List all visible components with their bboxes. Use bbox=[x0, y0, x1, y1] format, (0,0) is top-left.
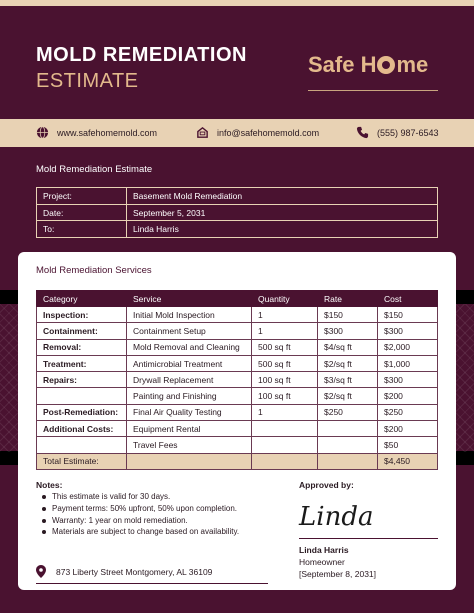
service-cell: Travel Fees bbox=[127, 437, 252, 453]
phone-icon bbox=[356, 126, 369, 139]
table-row bbox=[37, 404, 438, 420]
category-cell: Post-Remediation: bbox=[37, 404, 127, 420]
project-label: Project: bbox=[37, 188, 127, 205]
cost-cell: $300 bbox=[378, 372, 438, 388]
table-row bbox=[37, 372, 438, 388]
quantity-cell: 500 sq ft bbox=[252, 339, 318, 355]
rate-cell: $250 bbox=[318, 404, 378, 420]
table-row bbox=[37, 204, 438, 221]
empty-cell bbox=[252, 453, 318, 469]
signature-line bbox=[299, 538, 438, 539]
service-cell: Drywall Replacement bbox=[127, 372, 252, 388]
column-header: Category bbox=[37, 291, 127, 307]
rate-cell: $2/sq ft bbox=[318, 388, 378, 404]
side-pattern bbox=[0, 304, 18, 452]
cost-cell: $200 bbox=[378, 388, 438, 404]
approval-date: [September 8, 2031] bbox=[299, 569, 377, 579]
title-line-2: ESTIMATE bbox=[36, 70, 139, 92]
cost-cell: $250 bbox=[378, 404, 438, 420]
empty-cell bbox=[127, 453, 252, 469]
estimate-info-table bbox=[36, 187, 438, 238]
to-label: To: bbox=[37, 221, 127, 238]
brand-logo bbox=[308, 52, 428, 78]
category-cell bbox=[37, 437, 127, 453]
services-section-title: Mold Remediation Services bbox=[36, 265, 152, 276]
estimate-section-title: Mold Remediation Estimate bbox=[36, 164, 153, 175]
rate-cell: $150 bbox=[318, 307, 378, 323]
location-pin-icon bbox=[36, 565, 46, 578]
quantity-cell: 100 sq ft bbox=[252, 372, 318, 388]
cost-cell: $300 bbox=[378, 323, 438, 339]
table-row bbox=[37, 221, 438, 238]
header bbox=[0, 6, 474, 118]
side-pattern bbox=[456, 304, 474, 452]
table-row bbox=[37, 307, 438, 323]
service-cell: Final Air Quality Testing bbox=[127, 404, 252, 420]
table-row bbox=[37, 388, 438, 404]
rate-cell: $2/sq ft bbox=[318, 355, 378, 371]
website-text: www.safehomemold.com bbox=[57, 127, 158, 138]
service-cell: Initial Mold Inspection bbox=[127, 307, 252, 323]
cost-cell: $50 bbox=[378, 437, 438, 453]
column-header: Service bbox=[127, 291, 252, 307]
list-item: This estimate is valid for 30 days. bbox=[36, 491, 281, 503]
address-divider bbox=[36, 583, 268, 584]
date-value: September 5, 2031 bbox=[127, 204, 438, 221]
service-cell: Painting and Finishing bbox=[127, 388, 252, 404]
list-item: Warranty: 1 year on mold remediation. bbox=[36, 515, 281, 527]
column-header: Cost bbox=[378, 291, 438, 307]
rate-cell bbox=[318, 437, 378, 453]
list-item: Materials are subject to change based on availability. bbox=[36, 526, 281, 538]
category-cell: Repairs: bbox=[37, 372, 127, 388]
table-row bbox=[37, 437, 438, 453]
column-header: Quantity bbox=[252, 291, 318, 307]
total-label: Total Estimate: bbox=[37, 453, 127, 469]
cost-cell: $1,000 bbox=[378, 355, 438, 371]
quantity-cell bbox=[252, 421, 318, 437]
service-cell: Mold Removal and Cleaning bbox=[127, 339, 252, 355]
table-row bbox=[37, 355, 438, 371]
notes-title: Notes: bbox=[36, 480, 63, 490]
project-value: Basement Mold Remediation bbox=[127, 188, 438, 205]
quantity-cell: 1 bbox=[252, 323, 318, 339]
flower-icon bbox=[377, 56, 395, 74]
services-table bbox=[36, 290, 438, 470]
table-row bbox=[37, 421, 438, 437]
total-row bbox=[37, 453, 438, 469]
service-cell: Equipment Rental bbox=[127, 421, 252, 437]
service-cell: Antimicrobial Treatment bbox=[127, 355, 252, 371]
rate-cell bbox=[318, 421, 378, 437]
category-cell: Additional Costs: bbox=[37, 421, 127, 437]
list-item: Payment terms: 50% upfront, 50% upon completion. bbox=[36, 503, 281, 515]
email-text: info@safehomemold.com bbox=[217, 127, 320, 138]
address bbox=[36, 565, 212, 578]
phone-contact[interactable] bbox=[356, 126, 439, 139]
contact-bar bbox=[0, 119, 474, 147]
quantity-cell bbox=[252, 437, 318, 453]
category-cell bbox=[37, 388, 127, 404]
quantity-cell: 100 sq ft bbox=[252, 388, 318, 404]
total-value: $4,450 bbox=[378, 453, 438, 469]
service-cell: Containment Setup bbox=[127, 323, 252, 339]
quantity-cell: 1 bbox=[252, 307, 318, 323]
category-cell: Containment: bbox=[37, 323, 127, 339]
table-row bbox=[37, 323, 438, 339]
mail-icon bbox=[196, 126, 209, 139]
date-label: Date: bbox=[37, 204, 127, 221]
rate-cell: $4/sq ft bbox=[318, 339, 378, 355]
title-line-1: MOLD REMEDIATION bbox=[36, 44, 247, 66]
table-row bbox=[37, 188, 438, 205]
globe-icon bbox=[36, 126, 49, 139]
phone-text: (555) 987-6543 bbox=[377, 127, 439, 138]
cost-cell: $150 bbox=[378, 307, 438, 323]
website-contact[interactable] bbox=[36, 126, 157, 139]
cost-cell: $200 bbox=[378, 421, 438, 437]
address-text: 873 Liberty Street Montgomery, AL 36109 bbox=[56, 566, 213, 577]
approved-by-title: Approved by: bbox=[299, 480, 354, 490]
table-row bbox=[37, 339, 438, 355]
category-cell: Removal: bbox=[37, 339, 127, 355]
services-card bbox=[18, 252, 456, 590]
signature: Linda bbox=[299, 502, 374, 532]
column-header: Rate bbox=[318, 291, 378, 307]
category-cell: Treatment: bbox=[37, 355, 127, 371]
brand-underline bbox=[308, 90, 438, 91]
table-header-row bbox=[37, 291, 438, 307]
category-cell: Inspection: bbox=[37, 307, 127, 323]
quantity-cell: 500 sq ft bbox=[252, 355, 318, 371]
notes-list bbox=[36, 491, 281, 538]
empty-cell bbox=[318, 453, 378, 469]
email-contact[interactable] bbox=[196, 126, 319, 139]
brand-text-1: Safe H bbox=[308, 52, 377, 77]
quantity-cell: 1 bbox=[252, 404, 318, 420]
to-value: Linda Harris bbox=[127, 221, 438, 238]
rate-cell: $300 bbox=[318, 323, 378, 339]
approver-role: Homeowner bbox=[299, 557, 345, 567]
brand-text-2: me bbox=[396, 52, 429, 77]
cost-cell: $2,000 bbox=[378, 339, 438, 355]
rate-cell: $3/sq ft bbox=[318, 372, 378, 388]
approver-name: Linda Harris bbox=[299, 545, 349, 555]
